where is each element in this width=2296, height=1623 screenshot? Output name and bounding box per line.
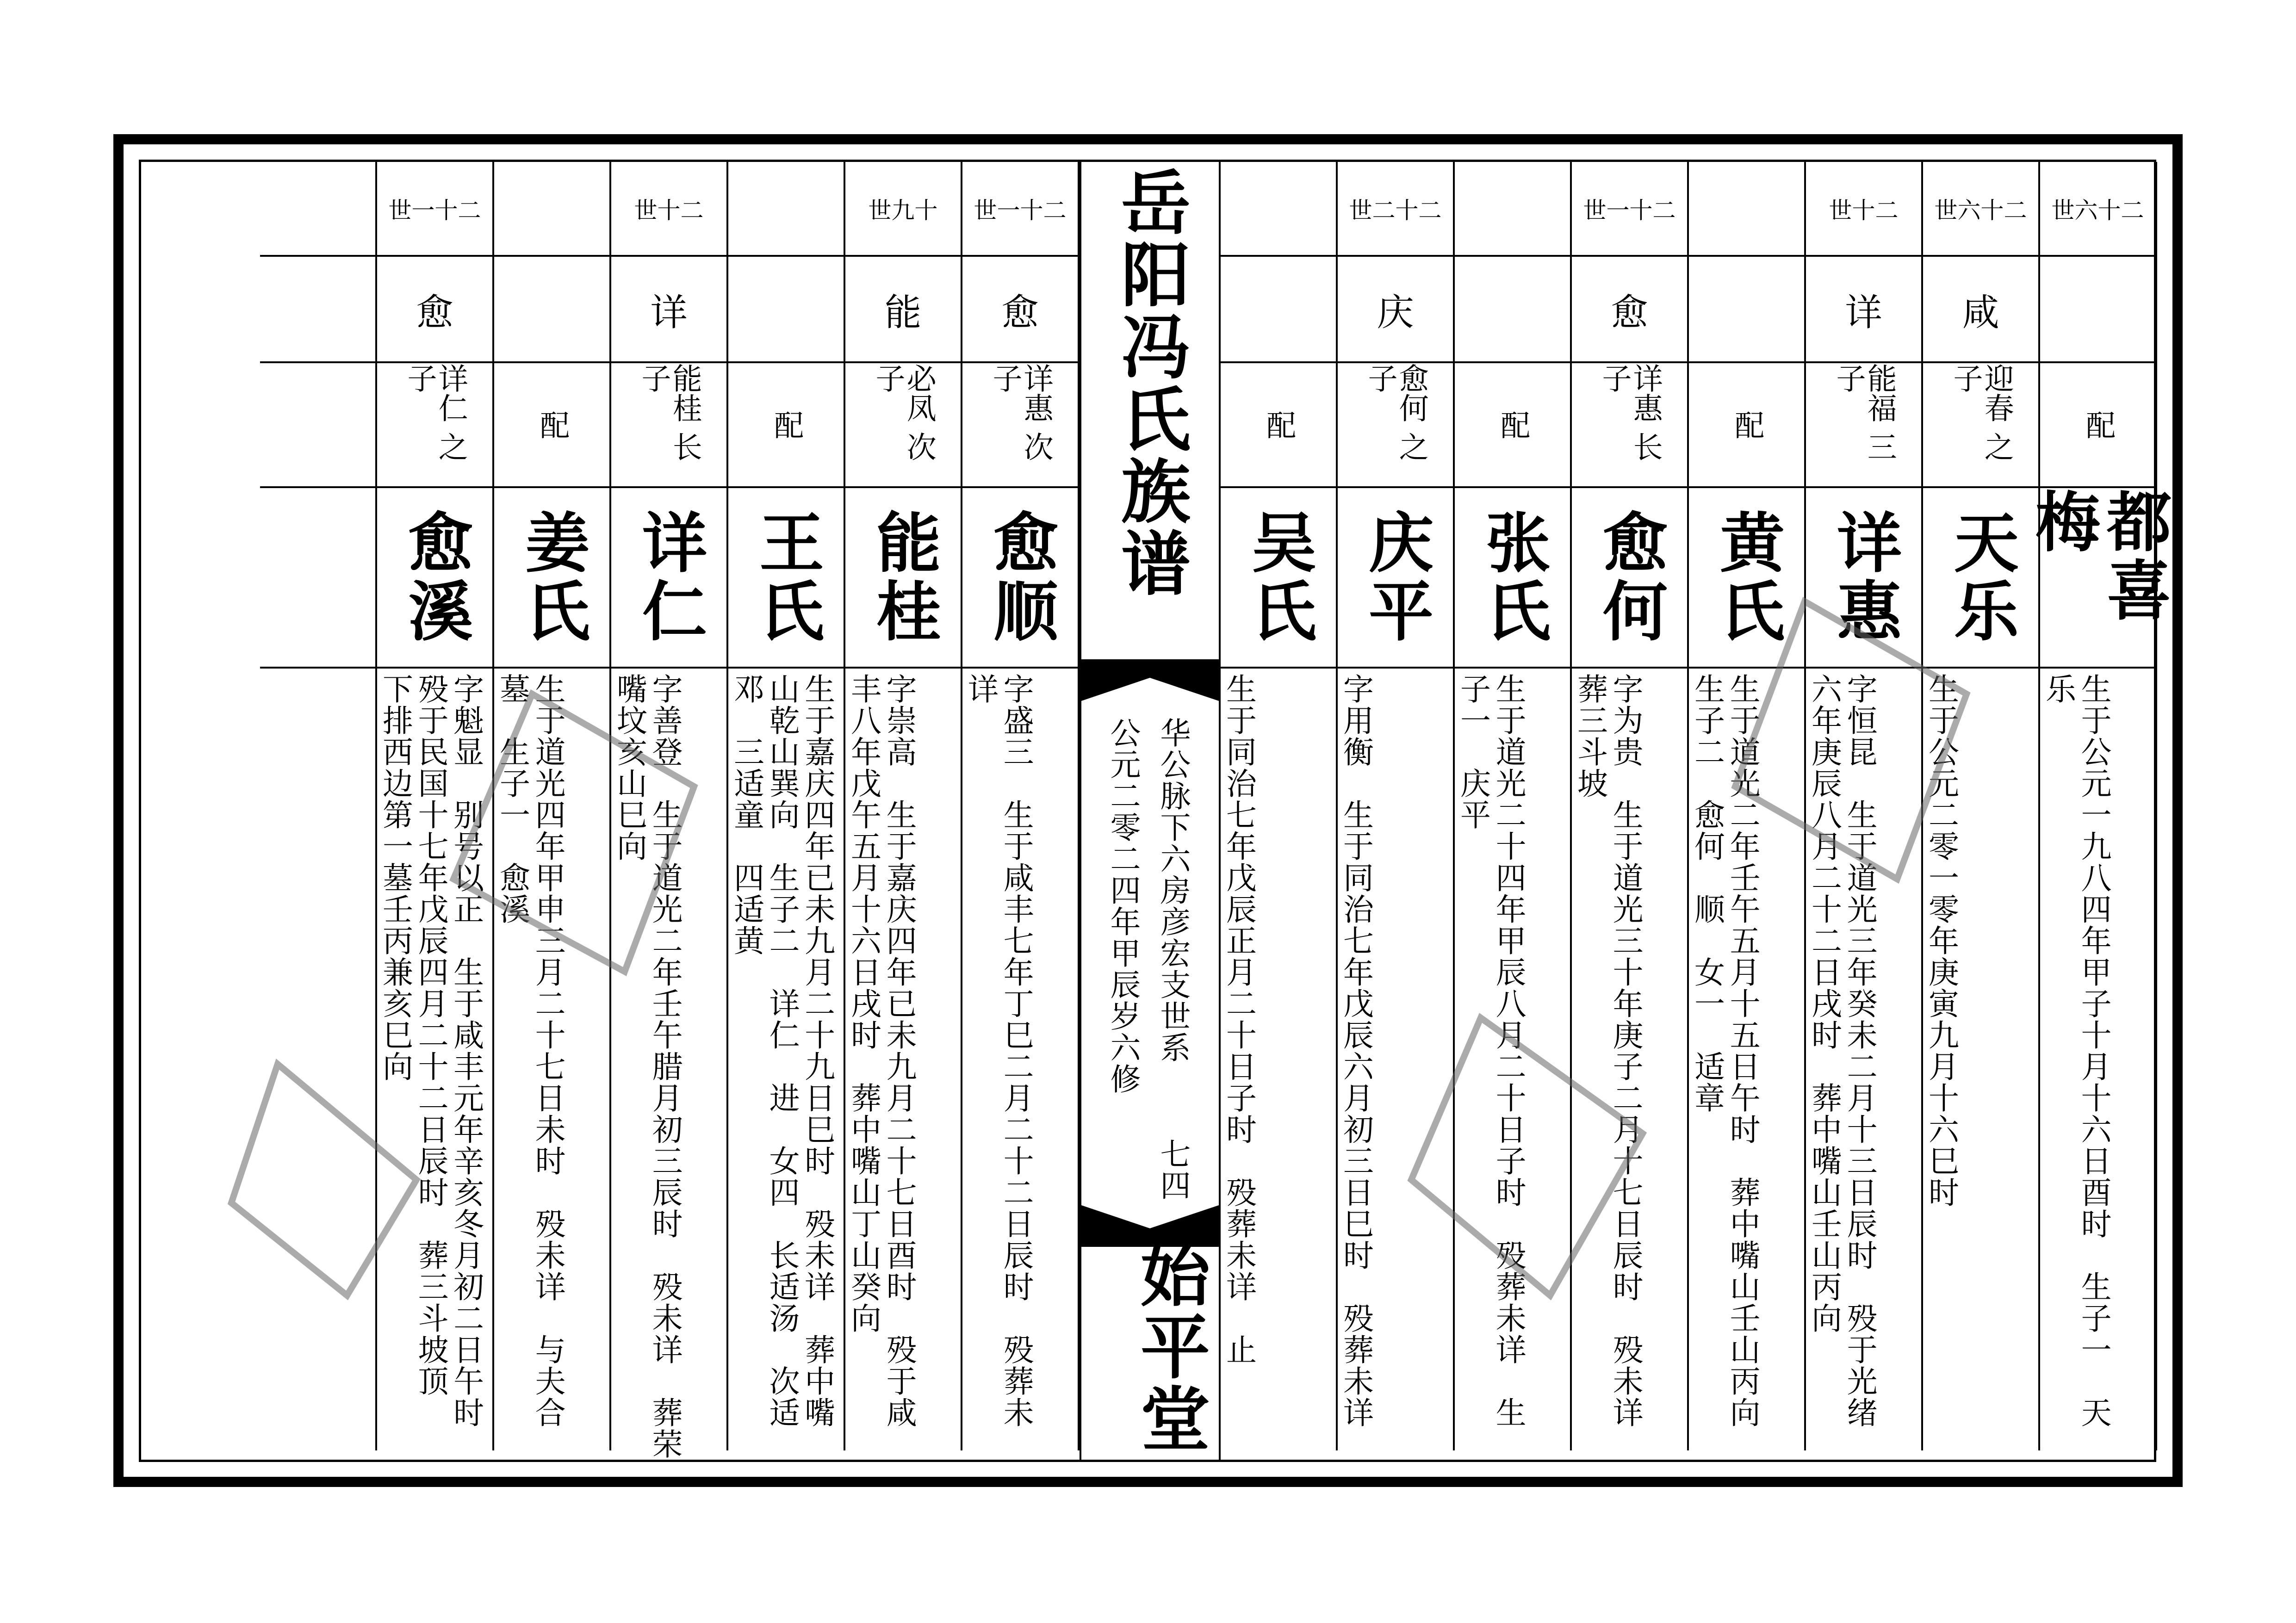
left-col-5-bio-cell [377,669,494,1450]
left-col-1-name: 能桂 [865,509,941,646]
right-col-4-rel-cell [1572,363,1689,488]
left-col-1-rel: 必凤 次子 [870,363,936,462]
right-col-5-name-cell [1455,488,1572,669]
left-col-5-rel: 详仁 之子 [402,363,468,462]
right-col-6-zi-cell [1338,257,1455,363]
right-col-5-bio-cell [1455,669,1572,1450]
left-col-3-rel: 能桂 长子 [636,363,702,462]
right-col-3-gen-cell [1689,162,1806,257]
right-col-1-zi: 咸 [1962,291,1999,334]
right-col-0-gen: 世六十二 [2051,197,2144,224]
right-col-5-bio: 生于道光二十四年甲辰八月二十日子时 殁葬未详 生 子一 庆平 [1455,673,1527,1428]
hall-name: 始平堂 [1129,1239,1209,1455]
left-continuation-cell [260,257,377,363]
left-col-0-gen: 世一十二 [974,197,1067,224]
right-col-7-gen-cell [1221,162,1338,257]
right-col-0-gen-cell [2040,162,2157,257]
right-col-2-name: 详惠 [1826,509,1902,646]
left-col-5-name-cell [377,488,494,669]
right-col-2-rel-cell [1806,363,1923,488]
left-col-1-rel-cell [845,363,962,488]
right-col-2-bio-cell [1806,669,1923,1450]
left-col-2-name: 王氏 [748,509,824,646]
right-col-6-rel: 愈何 之子 [1363,363,1428,462]
left-col-4-gen-cell [494,162,611,257]
right-col-2-name-cell [1806,488,1923,669]
right-col-4-gen: 世一十二 [1583,197,1676,224]
right-col-4-gen-cell [1572,162,1689,257]
right-col-5-rel: 配 [1496,410,1530,440]
right-col-1-gen: 世六十二 [1934,197,2027,224]
left-col-1-gen: 世九十 [868,197,938,224]
right-col-4-name-cell [1572,488,1689,669]
left-col-5-gen-cell [377,162,494,257]
left-col-0-zi-cell [962,257,1080,363]
left-col-2-bio: 生于嘉庆四年已未九月二十九日巳时 殁未详 葬中嘴 山乾山巽向 生子二 详仁 进 女四 长适汤 次适 邓 三适童 四适黄 [728,673,835,1428]
right-col-2-zi: 详 [1845,291,1882,334]
left-col-2-rel-cell [728,363,845,488]
left-continuation-cell [260,669,377,1450]
left-col-3-rel-cell [611,363,728,488]
left-col-5-zi-cell [377,257,494,363]
right-col-2-bio: 字恒昆 生于道光三年癸未二月十三日辰时 殁于光绪 六年庚辰八月二十二日戌时 葬中嘴山壬山丙向 [1806,673,1878,1428]
right-col-7-rel-cell [1221,363,1338,488]
right-col-7-zi-cell [1221,257,1338,363]
right-col-3-bio: 生于道光二年壬午五月十五日午时 葬中嘴山壬山丙向 生子二 愈何 顺 女一 适章 [1689,673,1761,1428]
left-col-4-name-cell [494,488,611,669]
left-col-4-name: 姜氏 [514,509,590,646]
right-col-0-bio: 生于公元一九八四年甲子十月十六日酉时 生子一 天 乐 [2040,673,2112,1428]
left-col-3-bio-cell [611,669,728,1460]
right-col-7-name: 吴氏 [1241,509,1316,646]
left-col-3-bio: 字善登 生于道光二年壬午腊月初三辰时 殁未详 葬荣 嘴坟亥山巳向 [611,673,683,1460]
right-col-7-rel: 配 [1261,410,1296,440]
right-col-1-zi-cell [1923,257,2040,363]
left-col-4-bio-cell [494,669,611,1450]
left-col-3-zi: 详 [650,291,688,334]
right-col-4-zi-cell [1572,257,1689,363]
left-col-4-bio: 生于道光四年甲申三月二十七日未时 殁未详 与夫合 墓 生子一 愈溪 [494,673,566,1428]
right-col-1-gen-cell [1923,162,2040,257]
edition-line: 公元二零二四年甲辰岁六修 [1105,717,1141,1095]
left-col-0-name: 愈顺 [982,509,1058,646]
left-col-0-bio-cell [962,669,1080,1450]
left-col-5-zi: 愈 [416,291,453,334]
left-col-1-bio-cell [845,669,962,1450]
left-col-3-name-cell [611,488,728,669]
right-col-0-rel: 配 [2081,410,2116,440]
right-col-6-zi: 庆 [1377,291,1414,334]
right-col-5-gen-cell [1455,162,1572,257]
left-col-1-bio: 字崇高 生于嘉庆四年已未九月二十七日酉时 殁于咸 丰八年戊午五月十六日戌时 葬中嘴山丁山癸向 [845,673,917,1428]
right-col-6-gen: 世二十二 [1349,197,1442,224]
left-col-3-zi-cell [611,257,728,363]
left-continuation-cell [260,162,377,257]
right-col-6-gen-cell [1338,162,1455,257]
left-continuation-cell [260,488,377,669]
right-col-4-bio-cell [1572,669,1689,1450]
right-col-0-bio-cell [2040,669,2157,1450]
left-col-3-gen-cell [611,162,728,257]
right-col-6-bio-cell [1338,669,1455,1450]
left-col-5-gen: 世一十二 [388,197,481,224]
right-col-4-name: 愈何 [1592,509,1668,646]
right-col-2-gen: 世十二 [1829,197,1899,224]
page-number: 七四 [1155,1138,1191,1201]
right-col-2-zi-cell [1806,257,1923,363]
left-col-1-gen-cell [845,162,962,257]
right-col-1-name: 天乐 [1943,509,2019,646]
left-col-1-zi-cell [845,257,962,363]
right-col-1-rel: 迎春 之子 [1948,363,2014,462]
right-col-0-rel-cell [2040,363,2157,488]
left-col-2-name-cell [728,488,845,669]
left-col-5-rel-cell [377,363,494,488]
right-col-6-name-cell [1338,488,1455,669]
left-col-3-gen: 世十二 [634,197,704,224]
right-col-0-zi-cell [2040,257,2157,363]
right-col-2-gen-cell [1806,162,1923,257]
left-col-0-rel: 详惠 次子 [987,363,1053,462]
left-col-0-gen-cell [962,162,1080,257]
left-col-2-rel: 配 [769,410,804,440]
right-col-1-bio-cell [1923,669,2040,1450]
right-col-1-name-cell [1923,488,2040,669]
right-col-5-zi-cell [1455,257,1572,363]
right-col-7-bio-cell [1221,669,1338,1450]
left-col-2-bio-cell [728,669,845,1450]
right-col-3-bio-cell [1689,669,1806,1450]
left-col-0-bio: 字盛三 生于咸丰七年丁巳二月二十二日辰时 殁葬未 详 [962,673,1034,1428]
right-col-4-rel: 详惠 长子 [1597,363,1663,462]
right-col-3-rel-cell [1689,363,1806,488]
right-col-4-bio: 字为贵 生于道光三十年庚子二月十七日辰时 殁未详 葬三斗坡 [1572,673,1644,1428]
branch-line: 华公脉下六房彦宏支世系 [1155,717,1191,1063]
left-continuation-cell [260,363,377,488]
right-col-6-bio: 字用衡 生于同治七年戊辰六月初三日巳时 殁葬未详 [1338,673,1374,1428]
left-col-0-name-cell [962,488,1080,669]
right-col-4-zi: 愈 [1611,291,1648,334]
right-col-7-name-cell [1221,488,1338,669]
right-col-3-zi-cell [1689,257,1806,363]
right-col-6-name: 庆平 [1358,509,1433,646]
left-col-0-zi: 愈 [1001,291,1039,334]
right-col-5-name: 张氏 [1475,509,1551,646]
right-col-7-bio: 生于同治七年戊辰正月二十日子时 殁葬未详 止 [1221,673,1257,1365]
left-col-1-name-cell [845,488,962,669]
right-col-1-rel-cell [1923,363,2040,488]
left-col-2-zi-cell [728,257,845,363]
left-col-3-name: 详仁 [631,509,707,646]
right-col-2-rel: 能福 三子 [1831,363,1897,462]
right-col-3-name: 黄氏 [1709,509,1785,646]
left-col-1-zi: 能 [884,291,922,334]
center-spine [1080,162,1221,1460]
left-col-4-zi-cell [494,257,611,363]
fishtail-top-ornament [1081,659,1219,701]
right-col-0-name: 都喜梅 [2024,488,2172,625]
right-col-6-rel-cell [1338,363,1455,488]
left-col-0-rel-cell [962,363,1080,488]
right-col-3-rel: 配 [1730,410,1764,440]
right-col-5-rel-cell [1455,363,1572,488]
left-col-5-name: 愈溪 [397,509,473,646]
left-col-5-bio: 字魁显 别号以正 生于咸丰元年辛亥冬月初二日午时 殁于民国十七年戊辰四月二十二日辰时 葬三斗坡顶 下排西边第一墓壬丙兼亥巳向 [377,673,484,1428]
right-col-0-name-cell [2024,488,2172,669]
right-col-1-bio: 生于公元二零一零年庚寅九月十六巳时 [1923,673,1959,1208]
left-col-2-gen-cell [728,162,845,257]
book-title: 岳阳冯氏族谱 [1109,167,1190,600]
left-col-4-rel-cell [494,363,611,488]
right-col-3-name-cell [1689,488,1806,669]
left-col-4-rel: 配 [535,410,570,440]
